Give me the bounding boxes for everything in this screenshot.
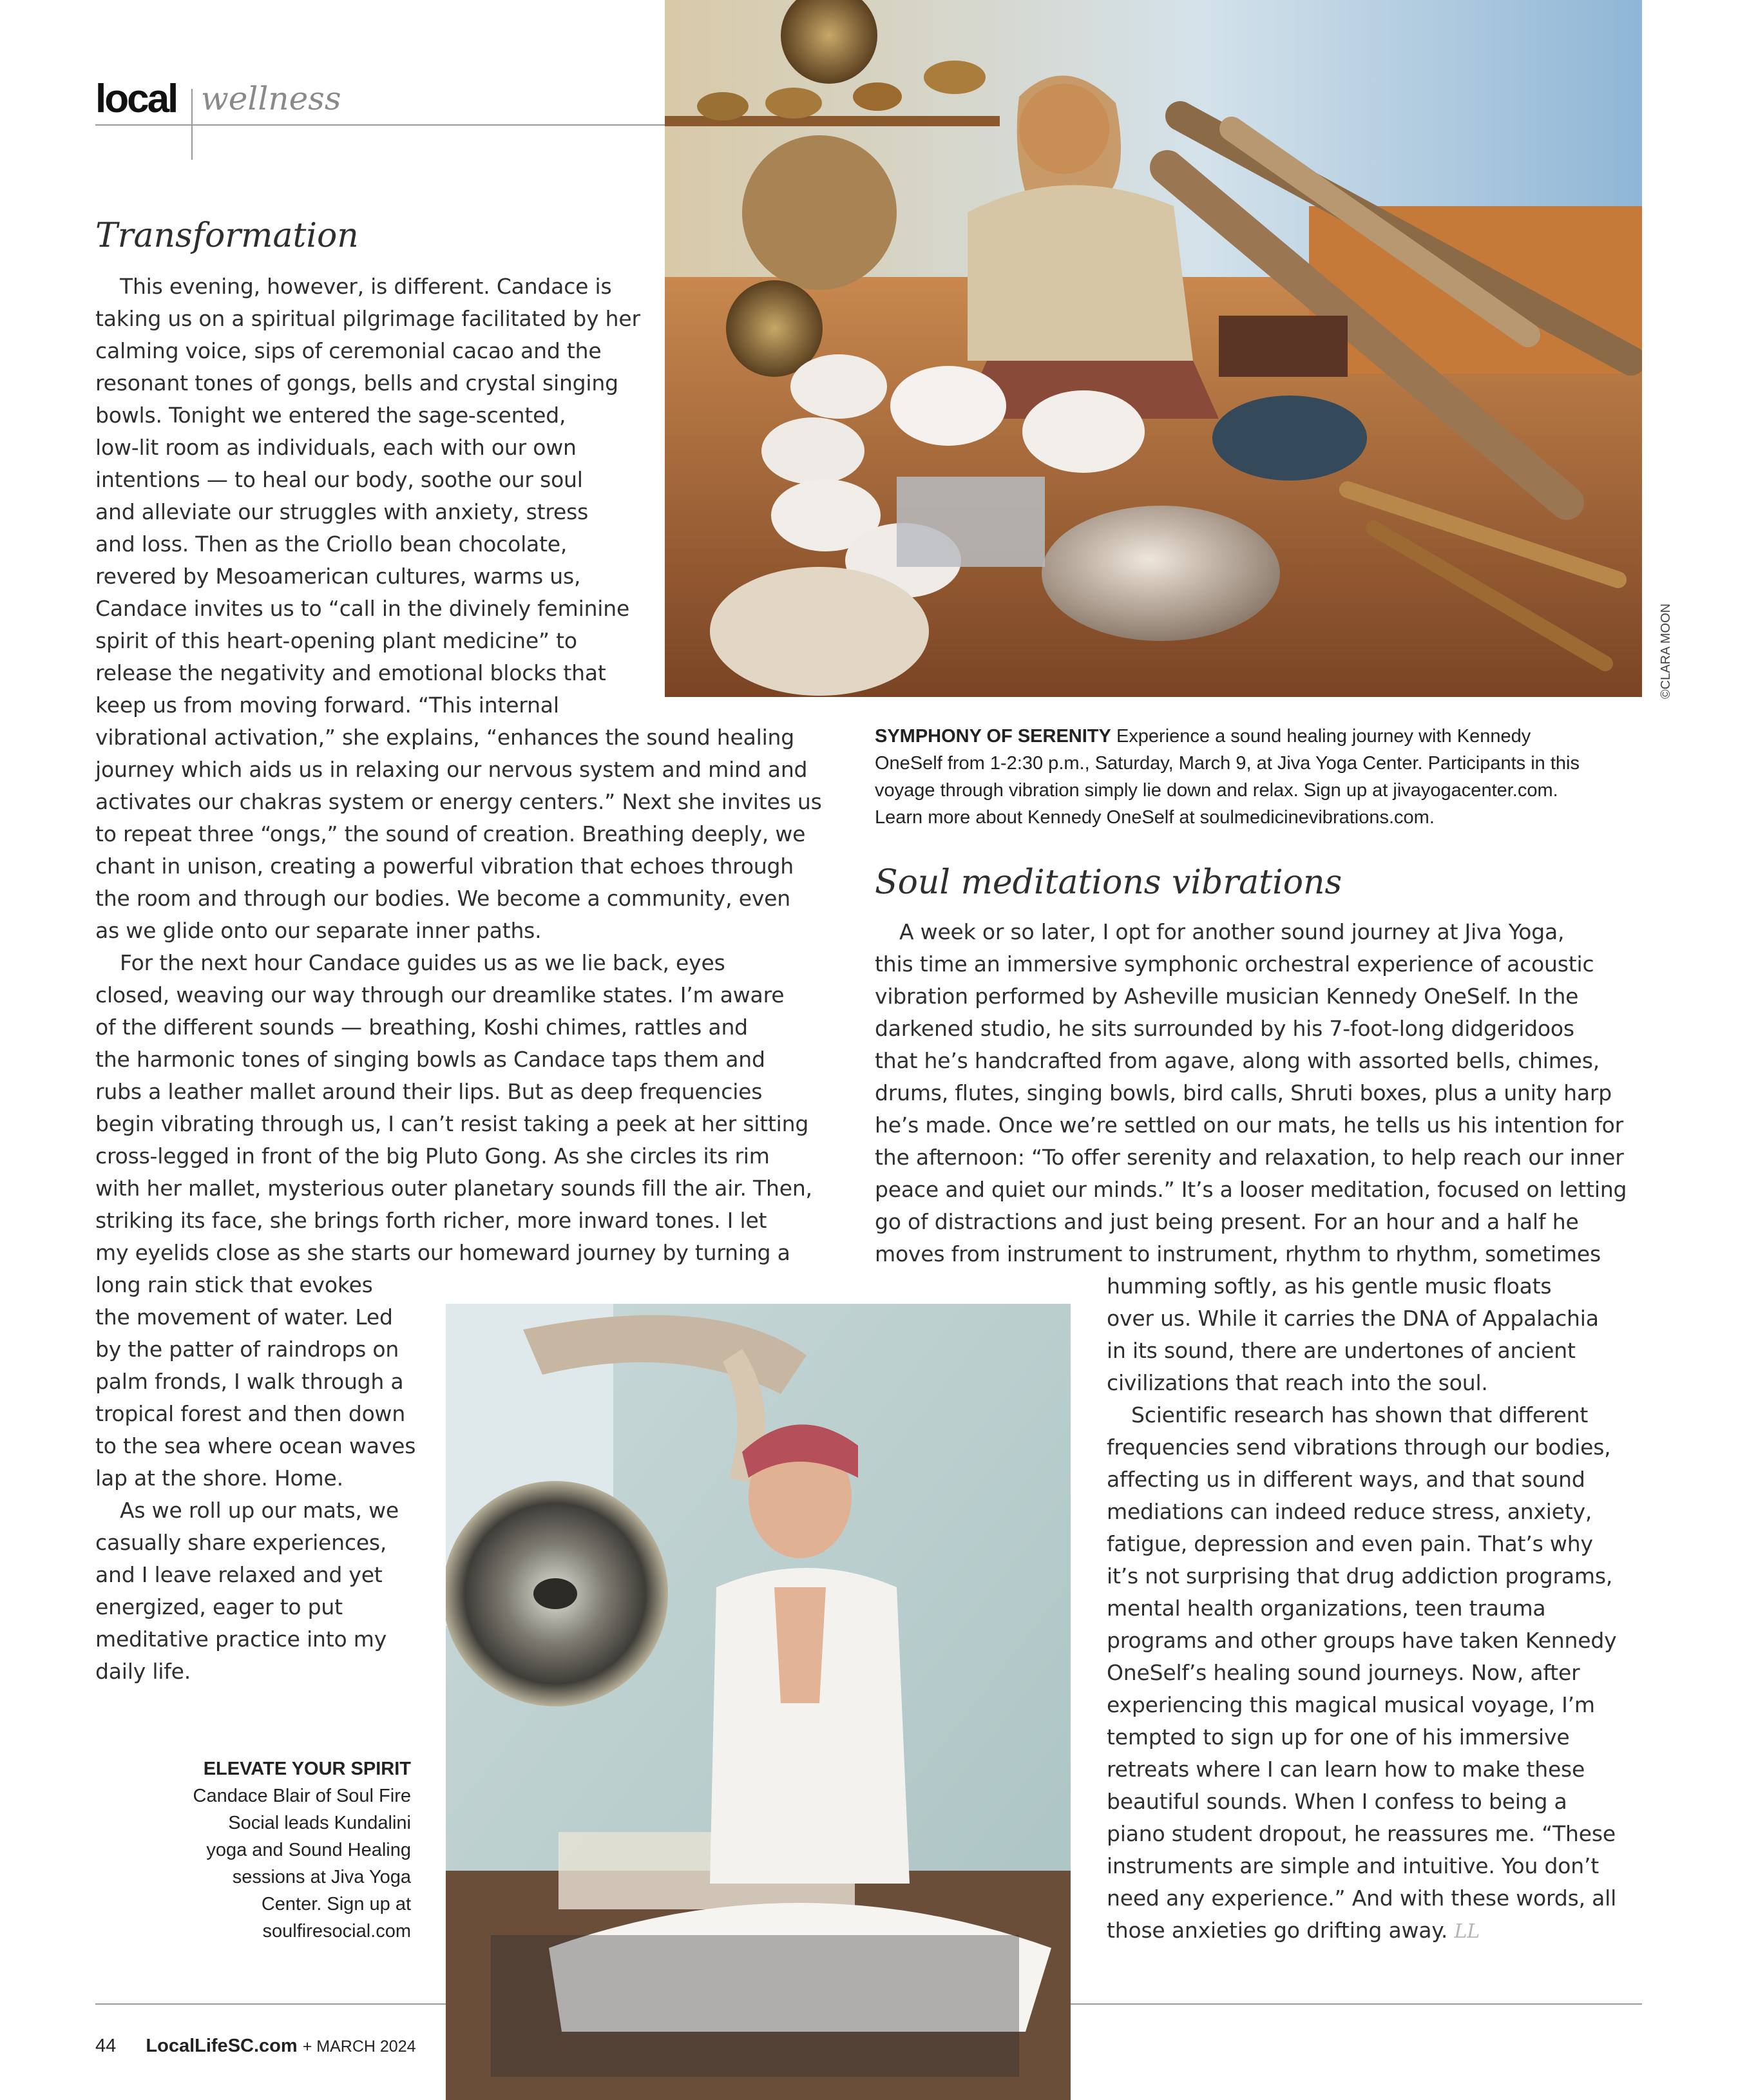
sound-healer-photo: [665, 0, 1642, 697]
end-mark: LL: [1454, 1920, 1480, 1943]
heading-transformation: Transformation: [95, 216, 359, 255]
article-paragraph-4a: A week or so later, I opt for another sound journey at Jiva Yoga, this time an immersive symphonic orchestral experience of acoustic vibration performed by Asheville musician Kennedy OneSelf. In the darkened studio, he sits surrounded by his 7-foot-long didgeridoos that he’s handcrafted from agave, along with assorted bells, chimes, drums, flutes, singing bowls, bird calls, Shruti boxes, plus a unity harp he’s made. Once we’re settled on our mats, he tells us his intention for the afternoon: “To offer serenity and relaxation, to help reach our inner peace and quiet our minds.” It’s a looser meditation, focused on letting go of distractions and just being present. For an hour and a half he moves from instrument to instrument, rhythm to rhythm, sometimes: [875, 919, 1627, 1266]
photo-credit: ©CLARA MOON: [1659, 603, 1673, 699]
article-paragraph-2b: long rain stick that evokes the movement of water. Led by the patter of raindrops on palm fronds, I walk through a tropical forest and then down to the sea where ocean waves lap at the shore. Home. As we roll up our mats, we casually share experiences, and I leave relaxed and yet energized, eager to put meditative practice into my daily life.: [95, 1272, 416, 1684]
caption-symphony-title: SYMPHONY OF SERENITY: [875, 726, 1111, 747]
caption-elevate-title: ELEVATE YOUR SPIRIT: [203, 1759, 411, 1779]
heading-soul-meditations: Soul meditations vibrations: [875, 863, 1342, 902]
caption-symphony: SYMPHONY OF SERENITY Experience a sound healing journey with Kennedy OneSelf from 1-2:30 p.m., Saturday, March 9, at Jiva Yoga Center. Participants in this voyage through vibration simply lie down and relax. Sign up at jivayogacenter.com. Learn more about Kennedy OneSelf at soulmedicinevibrations.com.: [875, 726, 1580, 828]
footer-rule-right: [1071, 2003, 1642, 2005]
section-label: wellness: [201, 80, 341, 117]
footer-rule-left: [95, 2003, 446, 2005]
article-paragraph-1b: vibrational activation,” she explains, “enhances the sound healing journey which aids us in relaxing our nervous system and mind and activates our chakras system or energy centers.” Next she invites us to repeat three “ongs,” the sound of creation. Breathing deeply, we chant in unison, creating a powerful vibration that echoes through the room and through our bodies. We become a community, even as we glide onto our separate inner paths. For the next hour Candace guides us as we lie back, eyes closed, weaving our way through our dreamlike states. I’m aware of the different sounds — breathing, Koshi chimes, rattles and the harmonic tones of singing bowls as Candace taps them and rubs a leather mallet around their lips. But as deep frequencies begin vibrating through us, I can’t resist taking a peek at her sitting cross-legged in front of the big Pluto Gong. As she circles its rim with her mallet, mysterious outer planetary sounds fill the air. Then, striking its face, she brings forth richer, more inward tones. I let my eyelids close as she starts our homeward journey by turning a: [95, 725, 822, 1265]
caption-elevate: ELEVATE YOUR SPIRIT Candace Blair of Soul Fire Social leads Kundalini yoga and Sound Healing sessions at Jiva Yoga Center. Sign up at soulfiresocial.com: [193, 1759, 411, 1942]
footer: [95, 2036, 416, 2057]
site-name: LocalLifeSC.com: [146, 2036, 298, 2056]
masthead: [95, 76, 177, 122]
top-photo: [665, 0, 1642, 697]
brand-logo: local: [95, 77, 177, 121]
page-number: 44: [95, 2036, 117, 2056]
issue-date: + MARCH 2024: [302, 2038, 416, 2056]
article-paragraph-1a: This evening, however, is different. Candace is taking us on a spiritual pilgrimage facilitated by her calming voice, sips of ceremonial cacao and the resonant tones of gongs, bells and crystal singing bowls. Tonight we entered the sage-scented, low-lit room as individuals, each with our own intentions — to heal our body, soothe our soul and alleviate our struggles with anxiety, stress and loss. Then as the Criollo bean chocolate, revered by Mesoamerican cultures, warms us, Candace invites us to “call in the divinely feminine spirit of this heart-opening plant medicine” to release the negativity and emotional blocks that keep us from moving forward. “This internal: [95, 274, 640, 718]
bottom-photo: [446, 1304, 1071, 2100]
article-paragraph-4b: humming softly, as his gentle music floats over us. While it carries the DNA of Appalachia in its sound, there are undertones of ancient civilizations that reach into the soul. Scientific research has shown that different frequencies send vibrations through our bodies, affecting us in different ways, and that sound mediations can indeed reduce stress, anxiety, fatigue, depression and even pain. That’s why it’s not surprising that drug addiction programs, mental health organizations, teen trauma programs and other groups have taken Kennedy OneSelf’s healing sound journeys. Now, after experiencing this magical musical voyage, I’m tempted to sign up for one of his immersive retreats where I can learn how to make these beautiful sounds. When I confess to being a piano student dropout, he reassures me. “These instruments are simple and intuitive. You don’t need any experience.” And with these words, all those anxieties go drifting away. LL: [1107, 1274, 1617, 1943]
candace-meditation-photo: [446, 1304, 1071, 2100]
masthead-rule: [95, 124, 665, 126]
